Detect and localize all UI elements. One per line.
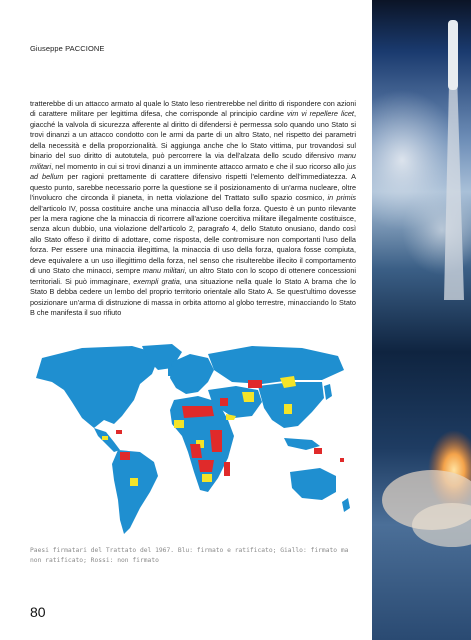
text-run: , un altro Stato con lo scopo di ottenere concessioni territoriali. Si può immaginare,: [30, 266, 357, 286]
region-west-africa: [174, 420, 184, 428]
region-congo: [190, 444, 202, 458]
author-name: Giuseppe PACCIONE: [30, 44, 105, 53]
region-madagascar: [224, 462, 230, 476]
text-run: , giacché la valvola di sicurezza afferente al diritto di difendersi è permessa solo quando uno Stato si trovi dinanzi a un attacco condotto con le armi da parte di un altro Stato, nel rispetto dei parametri della necessità e della proporzionalità. Si aggiunga anche che lo Stato vittima, pur trovandosi sul binario del suo diritto di autotutela, può percorrere la via dell'alzata dello scudo difensivo: [30, 109, 356, 161]
world-map: [22, 340, 358, 544]
text-run: dell'articolo IV, possa costituire anche una minaccia all'uso della forza. Questo è un punto rilevante per la mera ragione che la minaccia di ricorrere all'azione coercitiva militare illegalmente costituisce, senza alcun dubbio, una violazione dell'articolo 2, paragrafo 4, dello Statuto onusiano, dando così allo Stato offeso il diritto di adottare, come risposta, delle contromisure non comportanti l'uso della forza. Per essere una minaccia illegittima, la minaccia di uso della forza, qualora fosse compiuta, deve equivalere a un uso illegittimo della forza, nel senso che risulterebbe illecito il comportamento di uno Stato che minacci, sempre: [30, 203, 356, 276]
text-run: , nel momento in cui si trovi dinanzi a un imminente attacco armato e che il suo ricorso allo: [51, 161, 347, 171]
region-east-africa: [210, 430, 222, 452]
region-pacific-islands: [340, 458, 344, 462]
body-paragraph: [30, 99, 356, 319]
region-central-asia: [248, 380, 262, 388]
italic-phrase: in primis: [327, 193, 356, 203]
italic-phrase: manu militari: [142, 266, 185, 276]
region-myanmar: [284, 404, 292, 414]
italic-phrase: exempli gratia: [133, 276, 180, 286]
italic-phrase: jus ad bellum: [30, 161, 356, 182]
region-caribbean: [116, 430, 122, 434]
text-run: tratterebbe di un attacco armato al quale lo Stato leso rientrerebbe nel diritto di rispondere con azioni di carattere militare per legittima difesa, che corrisponde al principio cardine: [30, 99, 356, 119]
region-southern-africa: [198, 460, 214, 472]
region-papua: [314, 448, 322, 454]
body-text: [30, 99, 356, 319]
italic-phrase: manu militari: [30, 151, 356, 171]
region-sahel: [182, 406, 214, 418]
region-bolivia: [130, 478, 138, 486]
text-run: , una situazione nella quale lo Stato A brama che lo Stato B debba cedere un lembo del proprio territorio orientale allo Stato A. Se quest'ultimo dovesse posizionare un'arma di distruzione di massa in orbita attorno al globo terrestre, minacciando lo Stato B che manifesta il suo rifiuto: [30, 276, 356, 318]
region-south-africa-part: [202, 474, 212, 482]
rocket-body: [448, 20, 458, 90]
italic-phrase: vim vi repellere licet: [286, 109, 354, 119]
region-colombia: [120, 452, 130, 460]
region-central-america-part: [102, 436, 108, 440]
space-launch-image: [372, 0, 471, 640]
page-number: 80: [30, 604, 46, 620]
region-arabia-part: [220, 398, 228, 406]
map-caption: Paesi firmatari del Trattato del 1967. Blu: firmato e ratificato; Giallo: firmato ma non ratificato; Rossi: non firmato: [30, 547, 349, 564]
region-iran: [242, 392, 254, 402]
text-run: per ragioni prettamente di carattere difensivo rispetti l'elemento dell'immediatezza. A questo punto, sarebbe necessario porre la questione se il posizionamento di un'arma nucleare, oltre l'involucro che circonda il pianeta, in netta violazione del Trattato sullo spazio cosmico,: [30, 172, 356, 203]
